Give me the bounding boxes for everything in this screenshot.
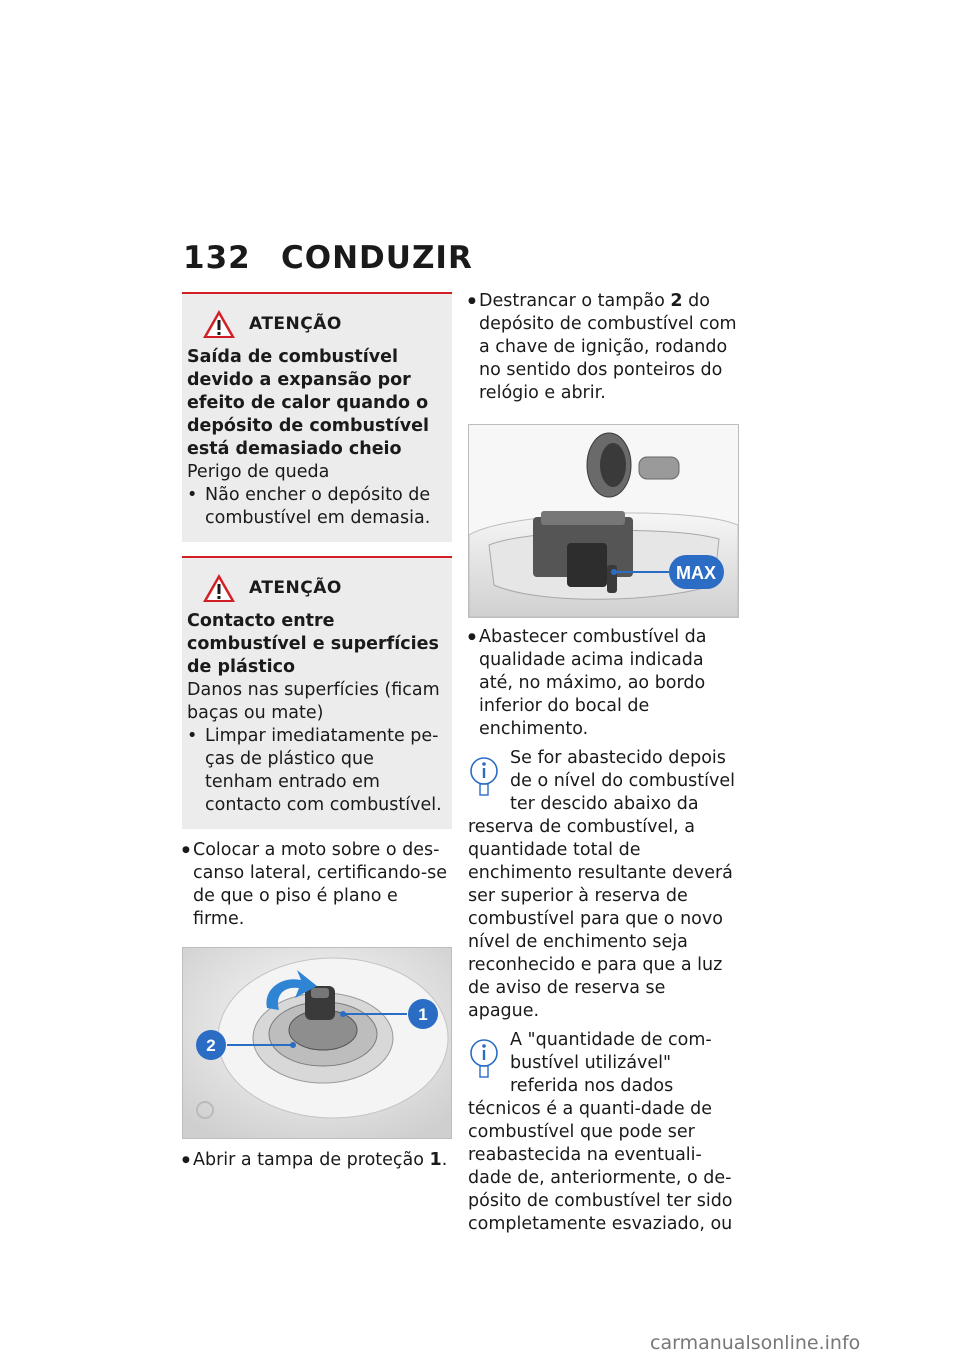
page-header — [183, 240, 473, 276]
info-icon — [468, 751, 506, 797]
warning-triangle-icon — [201, 572, 237, 604]
warning-box-plastic — [182, 556, 452, 829]
warning-consequence: Perigo de queda — [187, 462, 330, 482]
info-text: A "quantidade de com-bustível utilizável" referida nos dados técnicos é a quanti-dade de combustível que pode ser reabastecida na eventuali-dade de, anteriormente, o de-pósito de combustível ter sido completamente esvaziado, ou — [468, 1030, 733, 1234]
info-text: Se for abastecido depois de o nível do combustível ter descido abaixo da reserva de combustível, a quantidade total de enchimento resultante deverá ser superior à reserva de combustível para que o novo nível de enchimento seja reconhecido e para que a luz de aviso de reserva se apague. — [468, 748, 735, 1021]
step-end: . — [441, 1150, 448, 1170]
warning-subtitle: Saída de combustível devido a expansão por efeito de calor quando o depósito de combustível está demasiado cheio — [187, 347, 430, 459]
section-title: CONDUZIR — [281, 240, 473, 276]
warning-action: • Limpar imediatamente pe-ças de plástico que tenham entrado em contacto com combustível. — [187, 725, 446, 817]
warning-label: ATENÇÃO — [249, 578, 342, 598]
info-icon — [468, 1033, 506, 1079]
warning-header — [201, 308, 446, 340]
warning-subtitle: Contacto entre combustível e superfícies de plástico — [187, 611, 439, 677]
ref-number: 1 — [429, 1150, 442, 1170]
watermark: carmanualsonline.info — [650, 1332, 861, 1354]
step-rest: do depósito de combustível com a chave de ignição, rodando no sentido dos ponteiros do relógio e abrir. — [479, 291, 737, 403]
warning-header — [201, 572, 446, 604]
left-column — [182, 292, 452, 1172]
step-text: Abrir a tampa de proteção — [193, 1150, 430, 1170]
max-label: MAX — [676, 563, 716, 583]
step-unlock-cap — [468, 290, 740, 405]
tank-cap-illustration — [183, 948, 451, 1138]
warning-consequence: Danos nas superfícies (ficam baças ou mate) — [187, 680, 440, 723]
page-number: 132 — [183, 240, 251, 276]
filler-neck-illustration — [469, 425, 738, 617]
step-side-stand: ● Colocar a moto sobre o des-canso lateral, certificando-se de que o piso é plano e firme. — [182, 839, 452, 931]
right-column — [468, 290, 740, 1236]
info-note-usable-fuel — [468, 1029, 740, 1236]
callout-2: 2 — [206, 1036, 216, 1055]
ref-number: 2 — [670, 291, 683, 311]
warning-label: ATENÇÃO — [249, 314, 342, 334]
step-open-cover — [182, 1149, 452, 1172]
warning-action: • Não encher o depósito de combustível em demasia. — [187, 484, 446, 530]
warning-box-overfill — [182, 292, 452, 542]
info-note-reserve — [468, 747, 740, 1023]
warning-triangle-icon — [201, 308, 237, 340]
figure-tank-cap — [182, 947, 452, 1139]
step-text: Destrancar o tampão — [479, 291, 671, 311]
callout-1: 1 — [418, 1005, 428, 1024]
figure-filler-neck — [468, 424, 739, 618]
step-refuel: ● Abastecer combustível da qualidade acima indicada até, no máximo, ao bordo inferior do bocal de enchimento. — [468, 626, 740, 741]
